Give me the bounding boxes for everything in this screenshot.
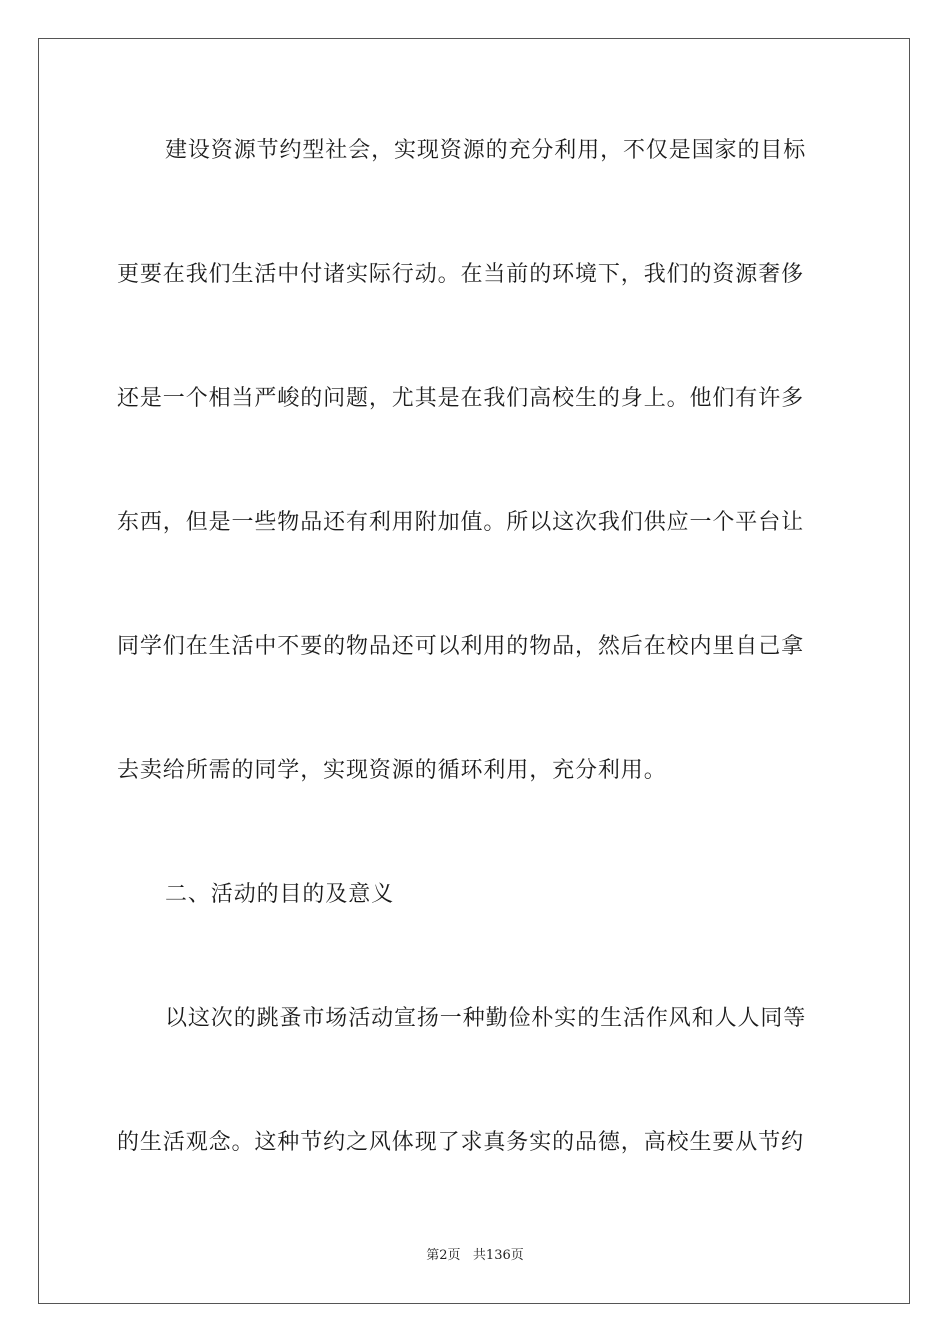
paragraph-line-7: 以这次的跳蚤市场活动宣扬一种勤俭朴实的生活作风和人人同等 (165, 1006, 807, 1031)
paragraph-line-6: 去卖给所需的同学，实现资源的循环利用，充分利用。 (117, 758, 667, 783)
page-total: 共136页 (472, 1248, 524, 1263)
paragraph-line-2: 更要在我们生活中付诸实际行动。在当前的环境下，我们的资源奢侈 (117, 262, 805, 287)
section-heading: 二、活动的目的及意义 (165, 882, 395, 907)
page-footer (0, 1247, 950, 1265)
page-border (38, 38, 910, 1304)
paragraph-line-5: 同学们在生活中不要的物品还可以利用的物品，然后在校内里自己拿 (117, 634, 805, 659)
page-number: 第2页 (426, 1248, 461, 1263)
paragraph-line-1: 建设资源节约型社会，实现资源的充分利用，不仅是国家的目标 (165, 138, 807, 163)
paragraph-line-4: 东西，但是一些物品还有利用附加值。所以这次我们供应一个平台让 (117, 510, 805, 535)
paragraph-line-3: 还是一个相当严峻的问题，尤其是在我们高校生的身上。他们有许多 (117, 386, 805, 411)
paragraph-line-8: 的生活观念。这种节约之风体现了求真务实的品德，高校生要从节约 (117, 1130, 805, 1155)
